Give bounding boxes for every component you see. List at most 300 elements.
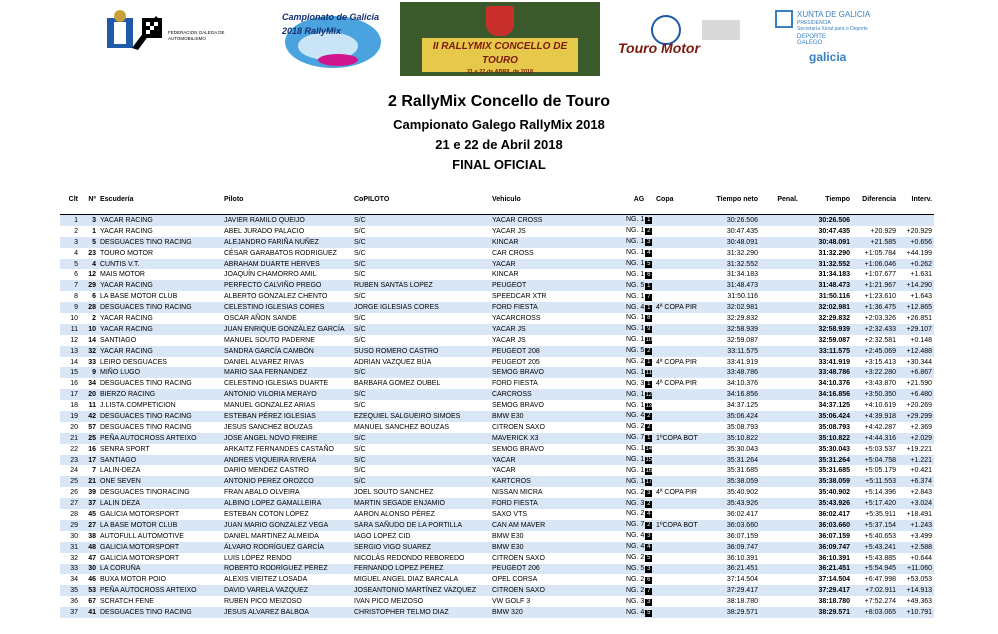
cell-time: 30:26.506 (800, 215, 852, 226)
cell-codriver: S/C (352, 259, 490, 270)
cell-net-time: 30:47.435 (726, 227, 758, 235)
cell-driver: ESTEBAN COTON LÓPEZ (224, 510, 309, 518)
cell-driver: PERFECTO CALVIÑO PREGO (222, 280, 352, 291)
event-banner-plate (422, 38, 578, 75)
table-row (60, 487, 934, 498)
cell-cup (654, 215, 698, 226)
group-rank-badge: 2 (647, 424, 651, 431)
cell-net-time: 35:38.059 (698, 476, 760, 487)
cell-interval: +26.851 (906, 314, 932, 322)
cell-penalty (760, 357, 800, 368)
cell-position: 12 (70, 336, 78, 344)
cell-position: 25 (60, 476, 80, 487)
header-logos (0, 0, 998, 80)
cell-penalty (760, 378, 800, 389)
cell-codriver: RUBEN SANTAS LOPEZ (352, 280, 490, 291)
cell-time: 35:08.793 (818, 423, 850, 431)
cell-position: 27 (60, 498, 80, 509)
event-banner-title: II RALLYMIX CONCELLO DE TOURO (432, 41, 568, 66)
cell-number: 2 (92, 314, 96, 322)
cell-group: NG. 4 2 (624, 411, 654, 422)
cell-codriver: S/C (354, 227, 366, 235)
cell-net-time: 36:03.660 (698, 520, 760, 531)
cell-interval: +12.865 (898, 302, 934, 313)
xunta-line4: DEPORTE GALEGO (797, 34, 826, 46)
cell-penalty (760, 607, 800, 618)
cell-number: 7 (92, 467, 96, 475)
cell-team: MIÑO LUGO (98, 367, 222, 378)
cell-difference: +1:07.677 (864, 271, 896, 279)
cell-group: NG. 5 1 (624, 280, 654, 291)
cell-team: BIERZO RACING (98, 389, 222, 400)
cell-net-time: 31:32.552 (698, 259, 760, 270)
cell-position: 8 (74, 293, 78, 301)
results-table (60, 193, 934, 618)
cell-number: 41 (80, 607, 98, 618)
cell-difference: +20.929 (870, 227, 896, 235)
group-rank-badge: 3 (647, 565, 651, 572)
cell-group: NG. 1 4 (626, 249, 651, 257)
cell-team: J.LISTA.COMPETICION (100, 402, 176, 410)
cell-codriver: JOSEANTONIO MARTÍNEZ VAZQUEZ (352, 585, 490, 596)
table-row (60, 596, 934, 607)
cell-driver: JESUS SANCHEZ BOUZAS (224, 423, 313, 431)
cell-net-time: 37:29.417 (698, 585, 760, 596)
cell-interval: +2.588 (898, 542, 934, 553)
cell-time: 31:34.183 (818, 271, 850, 279)
cell-team: BUXA MOTOR POIO (100, 576, 166, 584)
cell-cup (654, 411, 698, 422)
cell-codriver: S/C (354, 336, 366, 344)
cell-team: LALIN-DEZA (100, 467, 141, 475)
group-rank-badge: 4 (647, 544, 651, 551)
cell-cup: 1ºCOPA BOT (656, 521, 698, 529)
cell-cup (654, 444, 698, 455)
cell-net-time: 35:06.424 (698, 411, 760, 422)
cell-interval: +2.029 (898, 433, 934, 444)
cell-net-time: 32:29.832 (726, 314, 758, 322)
cell-penalty (760, 259, 800, 270)
cell-penalty (760, 226, 800, 237)
table-row (60, 269, 934, 280)
column-header: Escudería (100, 196, 134, 203)
cell-net-time: 36:10.391 (726, 554, 758, 562)
group-rank-badge: 1 (647, 217, 651, 224)
group-rank-badge: 14 (645, 446, 653, 453)
cell-vehicle: KINCAR (492, 271, 519, 279)
cell-codriver: EZEQUIEL SALGUEIRO SIMOES (352, 411, 490, 422)
group-rank-badge: 17 (645, 478, 653, 485)
column-header: Copa (656, 196, 674, 203)
cell-vehicle: PEUGEOT (490, 280, 624, 291)
cell-cup (654, 324, 698, 335)
cell-codriver: S/C (354, 271, 366, 279)
cell-vehicle: YACAR CROSS (490, 215, 624, 226)
column-header: Penal. (777, 196, 798, 203)
cell-time: 35:31.264 (800, 455, 852, 466)
cell-difference: +1:05.784 (864, 249, 896, 257)
cell-group: NG. 2 7 (624, 585, 654, 596)
cell-penalty (760, 585, 800, 596)
column-header: Interv. (911, 196, 932, 203)
cell-penalty (760, 422, 800, 433)
table-row (60, 335, 934, 346)
xunta-line5: galicia (809, 50, 847, 64)
cell-cup: 1ºCOPA BOT (656, 434, 698, 442)
cell-vehicle: CAN AM MAVER (490, 520, 624, 531)
cell-interval: +0.656 (898, 237, 934, 248)
cell-penalty (760, 280, 800, 291)
cell-team: DESGUACES TINO RACING (98, 237, 222, 248)
cell-penalty (760, 574, 800, 585)
group-rank-badge: 15 (645, 457, 653, 464)
cell-time: 31:48.473 (800, 280, 852, 291)
group-rank-badge: 2 (647, 522, 651, 529)
cell-group: NG. 4 4 (624, 542, 654, 553)
cell-difference: +1:06.046 (852, 259, 898, 270)
cell-interval: +1.221 (898, 455, 934, 466)
campeonato-text: Campionato de Galicia 2018 RallyMix (282, 12, 380, 36)
cell-number: 16 (88, 445, 96, 453)
xunta-line1: XUNTA DE GALICIA (797, 10, 871, 19)
cell-team: PEÑA AUTOCROSS ARTEIXO (98, 585, 222, 596)
column-header: Vehiculo (492, 196, 521, 203)
table-row (60, 346, 934, 357)
cell-penalty (760, 564, 800, 575)
cell-position: 32 (70, 554, 78, 562)
cell-time: 31:50.116 (818, 293, 850, 301)
cell-difference: +6:47.998 (864, 576, 896, 584)
cell-position: 9 (60, 302, 80, 313)
table-row (60, 564, 934, 575)
cell-position: 26 (70, 489, 78, 497)
cell-cup (654, 291, 698, 302)
cell-driver: ESTEBAN PÉREZ IGLESIAS (222, 411, 352, 422)
table-row (60, 574, 934, 585)
group-rank-badge: 3 (647, 489, 651, 496)
cell-time: 32:59.087 (818, 336, 850, 344)
cell-net-time: 30:26.506 (698, 215, 760, 226)
cell-group: NG. 1 7 (626, 292, 651, 300)
cell-position: 29 (60, 520, 80, 531)
cell-position: 5 (60, 259, 80, 270)
cell-difference: +5:40.653 (864, 532, 896, 540)
cell-vehicle: CITROEN SAXO (492, 554, 545, 562)
cell-interval: +1.643 (910, 293, 932, 301)
cell-net-time: 36:09.747 (698, 542, 760, 553)
cell-time: 35:31.685 (818, 467, 850, 475)
cell-net-time: 31:32.290 (726, 249, 758, 257)
cell-difference: +5:03.537 (864, 445, 896, 453)
cell-group: NG. 112 (624, 389, 654, 400)
cell-difference: +4:10.619 (864, 402, 896, 410)
cell-time: 35:38.059 (800, 476, 852, 487)
cell-cup (654, 596, 698, 607)
cell-position: 16 (70, 380, 78, 388)
cell-group: NG. 2 2 (626, 423, 651, 431)
cell-difference: +1:23.610 (864, 293, 896, 301)
cell-interval: +10.791 (898, 607, 934, 618)
cell-team: DESGUACES TINO RACING (100, 423, 192, 431)
cell-position: 28 (70, 510, 78, 518)
cell-number: 14 (88, 336, 96, 344)
cell-difference: +1:21.967 (852, 280, 898, 291)
cell-number: 29 (80, 280, 98, 291)
cell-interval: +21.590 (906, 380, 932, 388)
cell-vehicle: FORD FIESTA (490, 302, 624, 313)
cell-group: NG. 3 2 (624, 498, 654, 509)
group-rank-badge: 7 (647, 587, 651, 594)
touro-crest-icon (486, 6, 514, 36)
cell-cup (654, 607, 698, 618)
page-title: 2 RallyMix Concello de Touro (388, 93, 610, 110)
cell-position: 37 (60, 607, 80, 618)
cell-codriver: S/C (352, 476, 490, 487)
cell-driver: CELESTINO IGLESIAS CORES (222, 302, 352, 313)
group-rank-badge: 11 (645, 369, 652, 376)
cell-group: NG. 7 2 (624, 520, 654, 531)
table-row (60, 411, 934, 422)
cell-codriver: S/C (352, 324, 490, 335)
cell-team: YACAR RACING (98, 324, 222, 335)
cell-time: 30:48.091 (800, 237, 852, 248)
cell-penalty (760, 433, 800, 444)
cell-codriver: S/C (354, 249, 366, 257)
cell-driver: MARIO SAA FERNANDEZ (222, 367, 352, 378)
cell-time: 32:58.939 (800, 324, 852, 335)
cell-position: 22 (70, 445, 78, 453)
event-dates: 21 e 22 de Abril 2018 (435, 137, 563, 152)
cell-vehicle: NISSAN MICRA (492, 489, 543, 497)
cell-difference: +5:37.154 (852, 520, 898, 531)
cell-vehicle: SEMOG BRAVO (492, 402, 544, 410)
cell-number: 21 (80, 476, 98, 487)
cell-cup (654, 248, 698, 259)
table-row (60, 465, 934, 476)
cell-driver: ÁLVARO RODRÍGUEZ GARCÍA (222, 542, 352, 553)
cell-codriver: S/C (352, 367, 490, 378)
cell-number: 38 (88, 532, 96, 540)
cell-driver: JUAN ENRIQUE GONZÁLEZ GARCÍA (222, 324, 352, 335)
cell-net-time: 32:59.087 (726, 336, 758, 344)
cell-codriver: S/C (354, 402, 366, 410)
cell-group: NG. 4 1 (624, 302, 654, 313)
cell-group: NG. 5 2 (624, 346, 654, 357)
group-rank-badge: 2 (647, 228, 651, 235)
cell-team: YACAR RACING (100, 314, 153, 322)
xunta-logo (775, 10, 895, 68)
cell-driver: DANIEL MARTINEZ ALMEIDA (224, 532, 319, 540)
cell-number: 1 (92, 227, 96, 235)
cell-team: LEIRO DESGUACES (100, 358, 167, 366)
cell-codriver: NICOLÁS REDONDO REBOREDO (354, 554, 465, 562)
cell-codriver: MANUEL SANCHEZ BOUZAS (354, 423, 450, 431)
cell-driver: ABRAHAM DUARTE HERVES (222, 259, 352, 270)
table-row (60, 313, 934, 324)
cell-net-time: 38:29.571 (698, 607, 760, 618)
table-row (60, 302, 934, 313)
cell-position: 10 (70, 314, 78, 322)
cell-position: 17 (60, 389, 80, 400)
cell-difference: +7:52.274 (864, 598, 896, 606)
cell-group: NG. 3 3 (626, 597, 651, 605)
cell-time: 36:21.451 (800, 564, 852, 575)
cell-group: NG. 2 6 (626, 575, 651, 583)
cell-cup (654, 367, 698, 378)
cell-net-time: 36:02.417 (726, 510, 758, 518)
cell-cup (654, 237, 698, 248)
group-rank-badge: 1 (647, 282, 651, 289)
cell-cup (654, 346, 698, 357)
fga-logo (104, 8, 224, 60)
cell-net-time: 36:07.159 (726, 532, 758, 540)
header-separator (60, 206, 934, 215)
cell-driver: MANUEL GONZALEZ ARIAS (224, 402, 316, 410)
cell-vehicle: SEMOG BRAVO (490, 367, 624, 378)
cell-group: NG. 2 5 (626, 554, 651, 562)
cell-position: 3 (60, 237, 80, 248)
table-row (60, 400, 934, 411)
cell-vehicle: YACAR (492, 467, 516, 475)
cell-interval: +2.369 (910, 423, 932, 431)
cell-difference: +3:15.413 (864, 358, 896, 366)
cell-net-time: 35:30.043 (726, 445, 758, 453)
cell-net-time: 38:18.780 (726, 598, 758, 606)
cell-codriver: S/C (354, 293, 366, 301)
cell-driver: DARIO MENDEZ CASTRO (224, 467, 309, 475)
cell-team: DESGUACES TINO RACING (98, 302, 222, 313)
column-header: Clt (68, 196, 78, 203)
cell-team: LA BASE MOTOR CLUB (100, 293, 178, 301)
cell-number: 53 (80, 585, 98, 596)
cell-time: 32:02.981 (800, 302, 852, 313)
cell-time: 38:18.780 (818, 598, 850, 606)
cell-position: 31 (60, 542, 80, 553)
cell-number: 47 (88, 554, 96, 562)
cell-codriver: JORGE IGLESIAS CORES (352, 302, 490, 313)
cell-net-time: 35:10.822 (698, 433, 760, 444)
cell-team: AUTOFULL AUTOMOTIVE (100, 532, 184, 540)
cell-position: 20 (70, 423, 78, 431)
table-row (60, 498, 934, 509)
table-row (60, 291, 934, 302)
cell-cup (654, 226, 698, 237)
cell-time: 36:02.417 (818, 510, 850, 518)
cell-interval: +1.243 (898, 520, 934, 531)
cell-interval: +20.929 (906, 227, 932, 235)
cell-number: 12 (88, 271, 96, 279)
cell-difference: +4:39.918 (852, 411, 898, 422)
table-row (60, 357, 934, 368)
cell-penalty (760, 455, 800, 466)
group-rank-badge: 2 (647, 413, 651, 420)
cell-penalty (760, 542, 800, 553)
table-row (60, 226, 934, 237)
group-rank-badge: 5 (647, 261, 651, 267)
cell-difference: +2:32.581 (864, 336, 896, 344)
cell-interval: +44.199 (906, 249, 932, 257)
cell-interval: +14.913 (898, 585, 934, 596)
cell-interval: +49.363 (906, 598, 932, 606)
cell-interval: +14.290 (898, 280, 934, 291)
cell-difference: +21.585 (852, 237, 898, 248)
results-status: FINAL OFICIAL (452, 157, 546, 172)
cell-cup (654, 335, 698, 346)
table-row (60, 520, 934, 531)
cell-team: GALICIA MOTORSPORT (100, 510, 180, 518)
cell-difference: +1:36.475 (852, 302, 898, 313)
cell-vehicle: CARCROSS (490, 389, 624, 400)
cell-net-time: 34:37.125 (726, 402, 758, 410)
cell-number: 42 (80, 411, 98, 422)
table-row (60, 444, 934, 455)
group-rank-badge: 7 (647, 293, 651, 300)
cell-number: 39 (88, 489, 96, 497)
xunta-line3: Secretaría Xeral para o Deporte (797, 26, 868, 32)
cell-vehicle: PEUGEOT 208 (490, 346, 624, 357)
cell-cup (654, 574, 698, 585)
cell-number: 37 (80, 498, 98, 509)
cell-penalty (760, 335, 800, 346)
cell-position: 23 (60, 455, 80, 466)
cell-codriver: IVAN PICO MEIZOSO (354, 598, 424, 606)
cell-interval: +12.488 (898, 346, 934, 357)
cell-vehicle: BMW E30 (490, 542, 624, 553)
cell-group: NG. 110 (626, 336, 653, 344)
cell-vehicle: BMW E30 (490, 411, 624, 422)
cell-team: LA CORUÑA (98, 564, 222, 575)
cell-interval: +0.421 (910, 467, 932, 475)
cell-time: 38:29.571 (800, 607, 852, 618)
event-banner-dates: 21 e 22 de ABRIL de 2018 (466, 69, 534, 75)
cell-group: NG. 117 (624, 476, 654, 487)
cell-group: NG. 1 8 (626, 314, 651, 322)
cell-time: 33:41.919 (818, 358, 850, 366)
cell-cup (654, 455, 698, 466)
cell-time: 35:06.424 (800, 411, 852, 422)
group-rank-badge: 1 (647, 380, 651, 387)
cell-difference: +8:03.065 (852, 607, 898, 618)
cell-cup (654, 585, 698, 596)
cell-team: ONE SEVEN (98, 476, 222, 487)
touro-motor-logo (614, 10, 748, 66)
cell-group: NG. 1 3 (624, 237, 654, 248)
cell-time: 31:32.552 (800, 259, 852, 270)
cell-position: 35 (60, 585, 80, 596)
cell-position: 30 (70, 532, 78, 540)
cell-difference: +5:35.911 (865, 510, 896, 518)
cell-number: 34 (88, 380, 96, 388)
cell-driver: CÉSAR GARABATOS RODRIGUEZ (224, 249, 337, 257)
cell-codriver: SERGIO VIGO SUAREZ (352, 542, 490, 553)
cell-interval: +0.644 (910, 554, 932, 562)
cell-position: 1 (60, 215, 80, 226)
event-banner (400, 2, 600, 76)
cell-time: 30:47.435 (818, 227, 850, 235)
cell-time: 33:11.575 (800, 346, 852, 357)
cell-net-time: 36:21.451 (698, 564, 760, 575)
cell-cup: 4ª COPA PIR (656, 380, 697, 388)
cell-driver: ALEXIS VIEITEZ LOSADA (224, 576, 308, 584)
table-row (60, 422, 934, 433)
cell-time: 32:29.832 (818, 314, 850, 322)
cell-penalty (760, 531, 800, 542)
table-row (60, 378, 934, 389)
cell-difference: +5:04.758 (852, 455, 898, 466)
cell-team: MAIS MOTOR (100, 271, 145, 279)
cell-interval: +6.374 (898, 476, 934, 487)
cell-penalty (760, 215, 800, 226)
